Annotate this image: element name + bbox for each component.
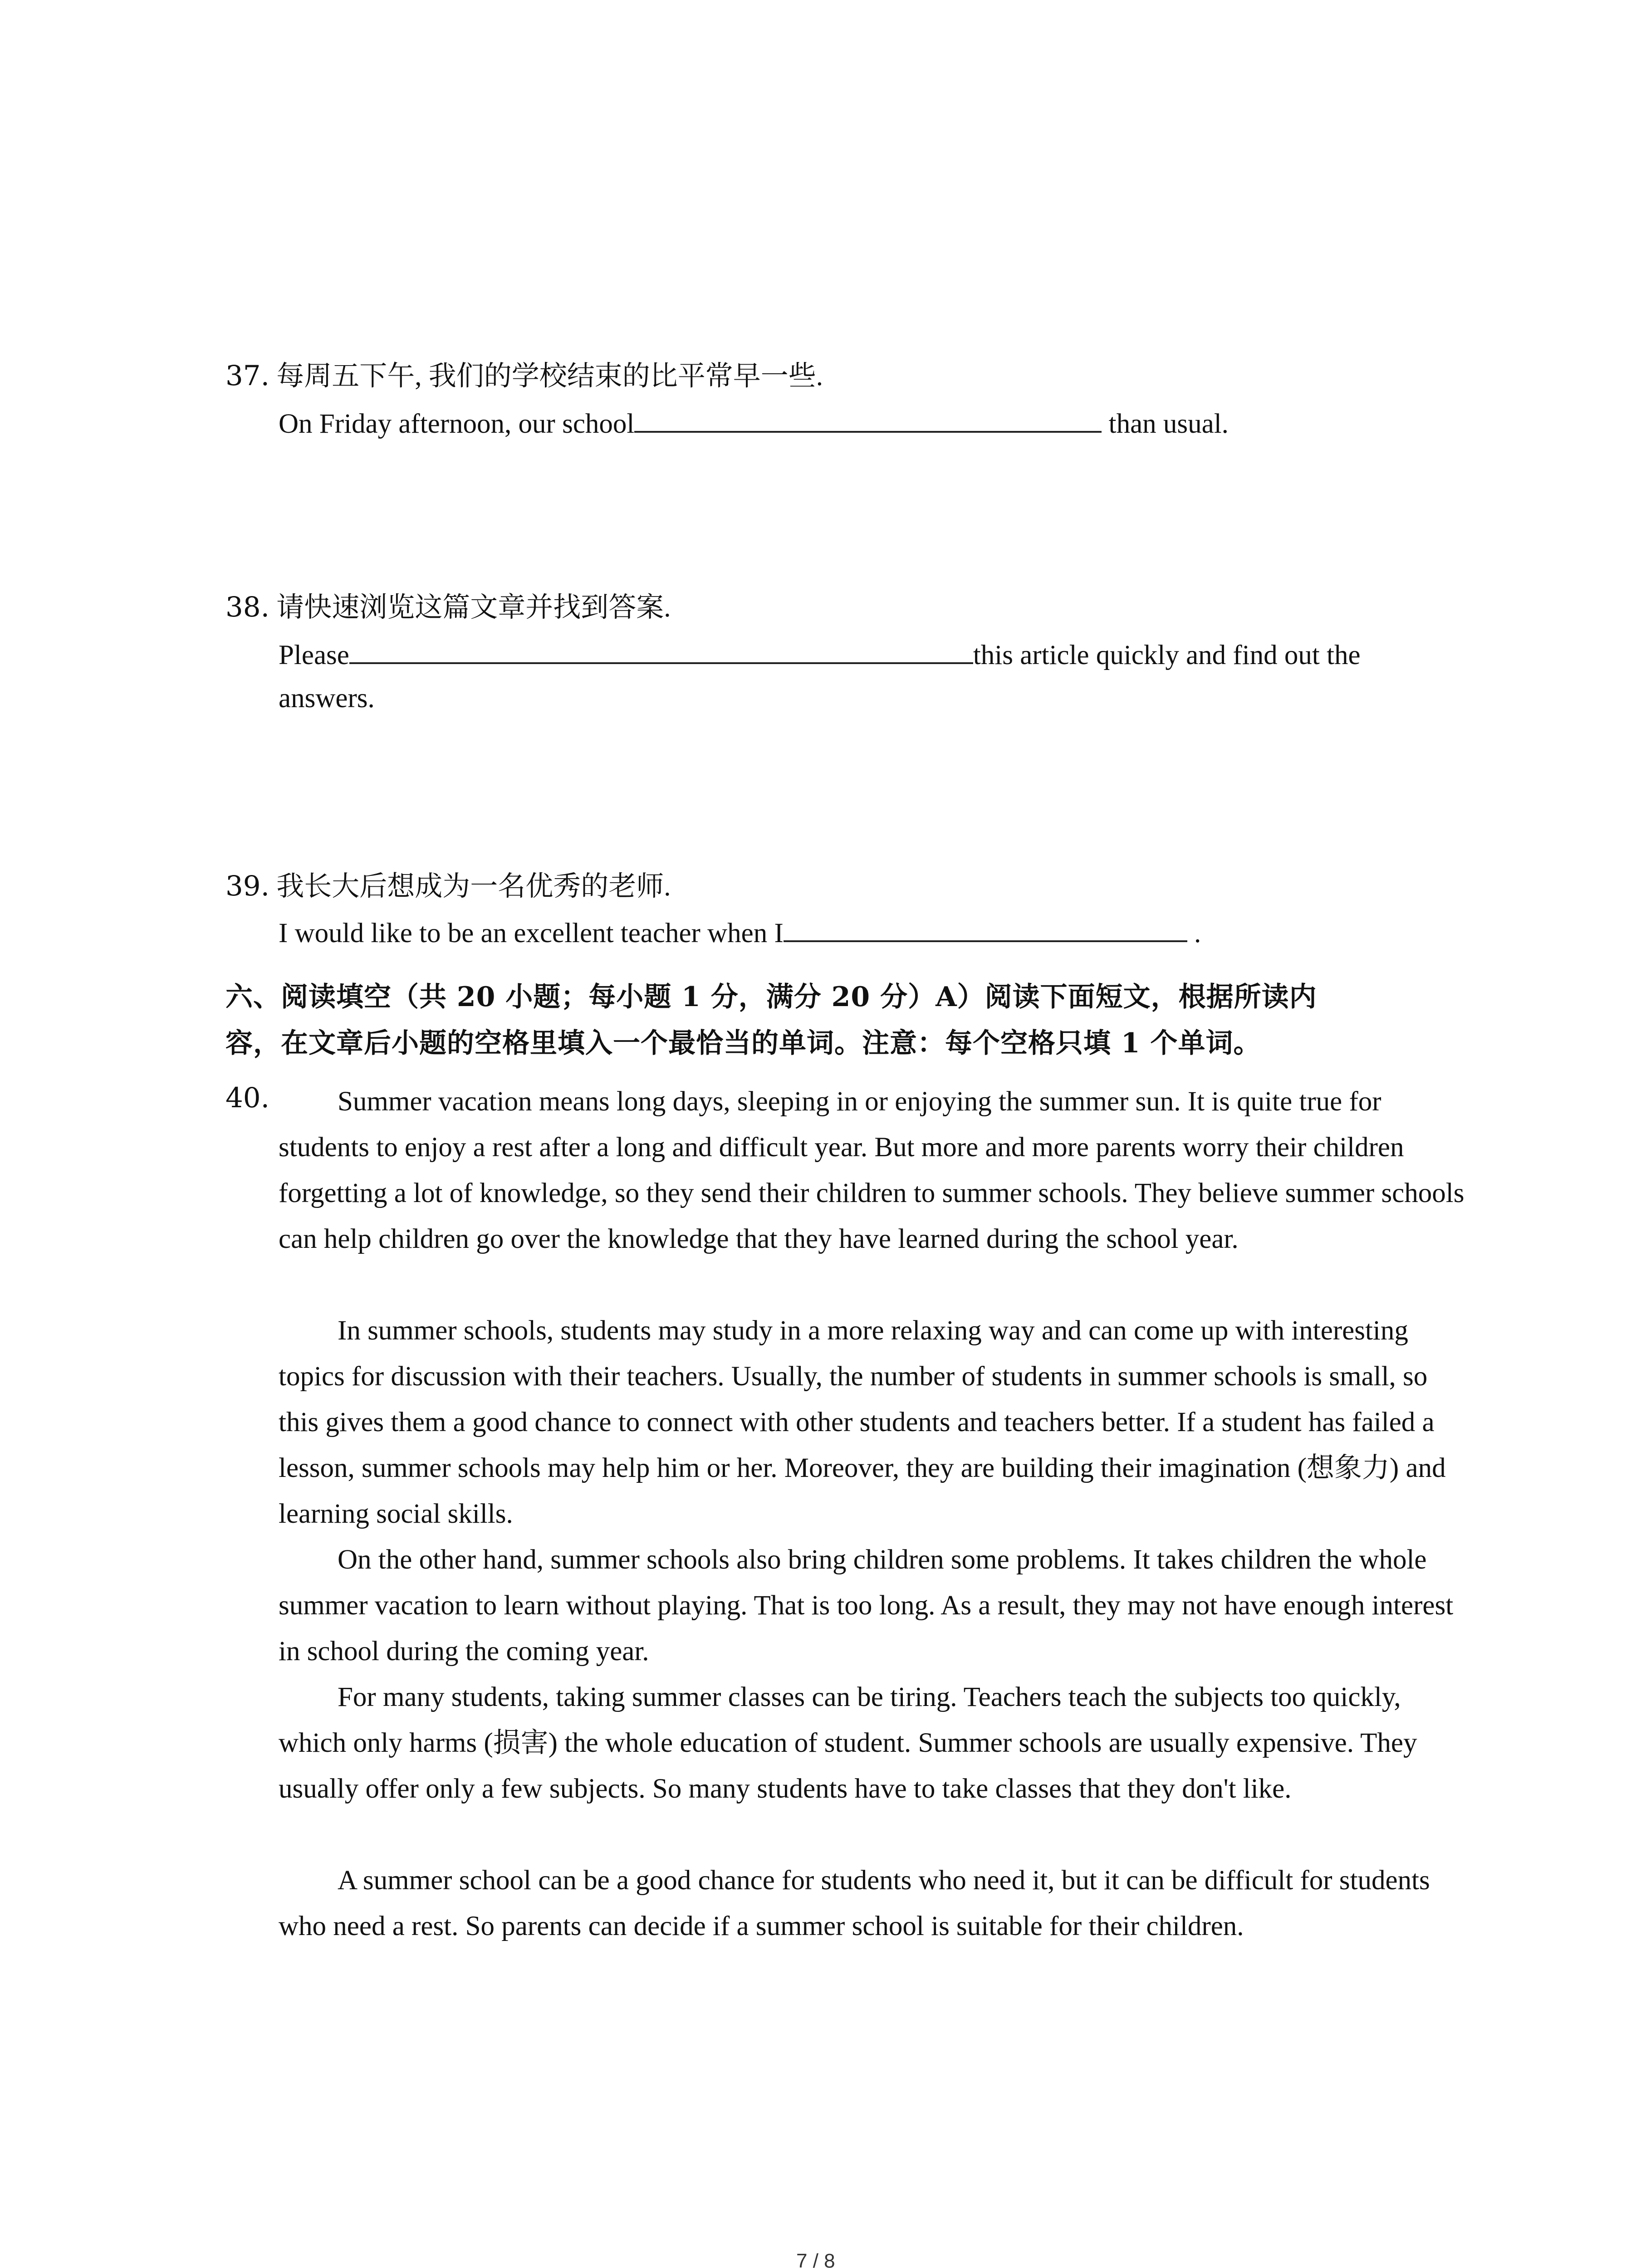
question-37-sentence [279,405,1229,440]
sentence-before: Please [279,640,349,670]
passage-paragraph-1: Summer vacation means long days, sleeping in or enjoying the summer sun. It is quite true for students to enjoy a rest after a long and difficult year. But more and more parents worry their children forgetting a lot of knowledge, so they send their children to summer schools. They believe summer schools can help children go over the knowledge that they have learned during the school year. [279,1086,1465,1254]
question-chinese: 每周五下午, 我们的学校结束的比平常早一些. [276,361,823,391]
sentence-after: this article quickly and find out the [973,640,1361,670]
answer-blank[interactable] [784,914,1187,942]
question-40-number: 40. [225,1082,270,1114]
question-chinese: 请快速浏览这篇文章并找到答案. [276,592,671,623]
question-39-prompt [225,864,671,904]
question-chinese: 我长大后想成为一名优秀的老师. [276,871,671,902]
sentence-before: On Friday afternoon, our school [279,409,635,439]
page-number: 7 / 8 [796,2250,835,2268]
question-38-sentence-line2: answers. [279,683,375,714]
answer-blank[interactable] [634,405,1102,433]
question-38-sentence [279,636,1361,671]
question-39-sentence [279,914,1201,949]
passage-paragraph-3: On the other hand, summer schools also bring children some problems. It takes children the whole summer vacation to learn without playing. That is too long. As a result, they may not have enough interest in school during the coming year. [279,1545,1454,1667]
question-37-prompt [225,354,823,393]
question-number: 39. [225,870,270,902]
passage-paragraph-2: In summer schools, students may study in a more relaxing way and can come up with interesting topics for discussion with their teachers. Usually, the number of students in summer schools is small, so this gives them a good chance to connect with other students and teachers better. If a student has failed a lesson, summer schools may help him or her. Moreover, they are building their imagination (想象力) and learning social skills. [279,1315,1446,1529]
answer-blank[interactable] [349,636,973,664]
question-38-prompt [225,585,671,625]
section-heading-line2: 容，在文章后小题的空格里填入一个最恰当的单词。注意：每个空格只填 1 个单词。 [225,1027,1261,1059]
passage-paragraph-5: A summer school can be a good chance for students who need it, but it can be difficult for students who need a rest. So parents can decide if a summer school is suitable for their children. [279,1865,1430,1941]
question-number: 38. [225,591,270,623]
sentence-after: . [1194,918,1201,948]
section-heading-line1: 六、阅读填空（共 20 小题；每小题 1 分，满分 20 分）A）阅读下面短文，根据所读内 [225,981,1317,1013]
passage-paragraph-4: For many students, taking summer classes can be tiring. Teachers teach the subjects too quickly, which only harms (损害) the whole education of student. Summer schools are usually expensive. They usually offer only a few subjects. So many students have to take classes that they don't like. [279,1682,1417,1804]
sentence-after: than usual. [1108,409,1229,439]
question-number: 37. [225,360,270,392]
sentence-before: I would like to be an excellent teacher when I [279,918,784,948]
